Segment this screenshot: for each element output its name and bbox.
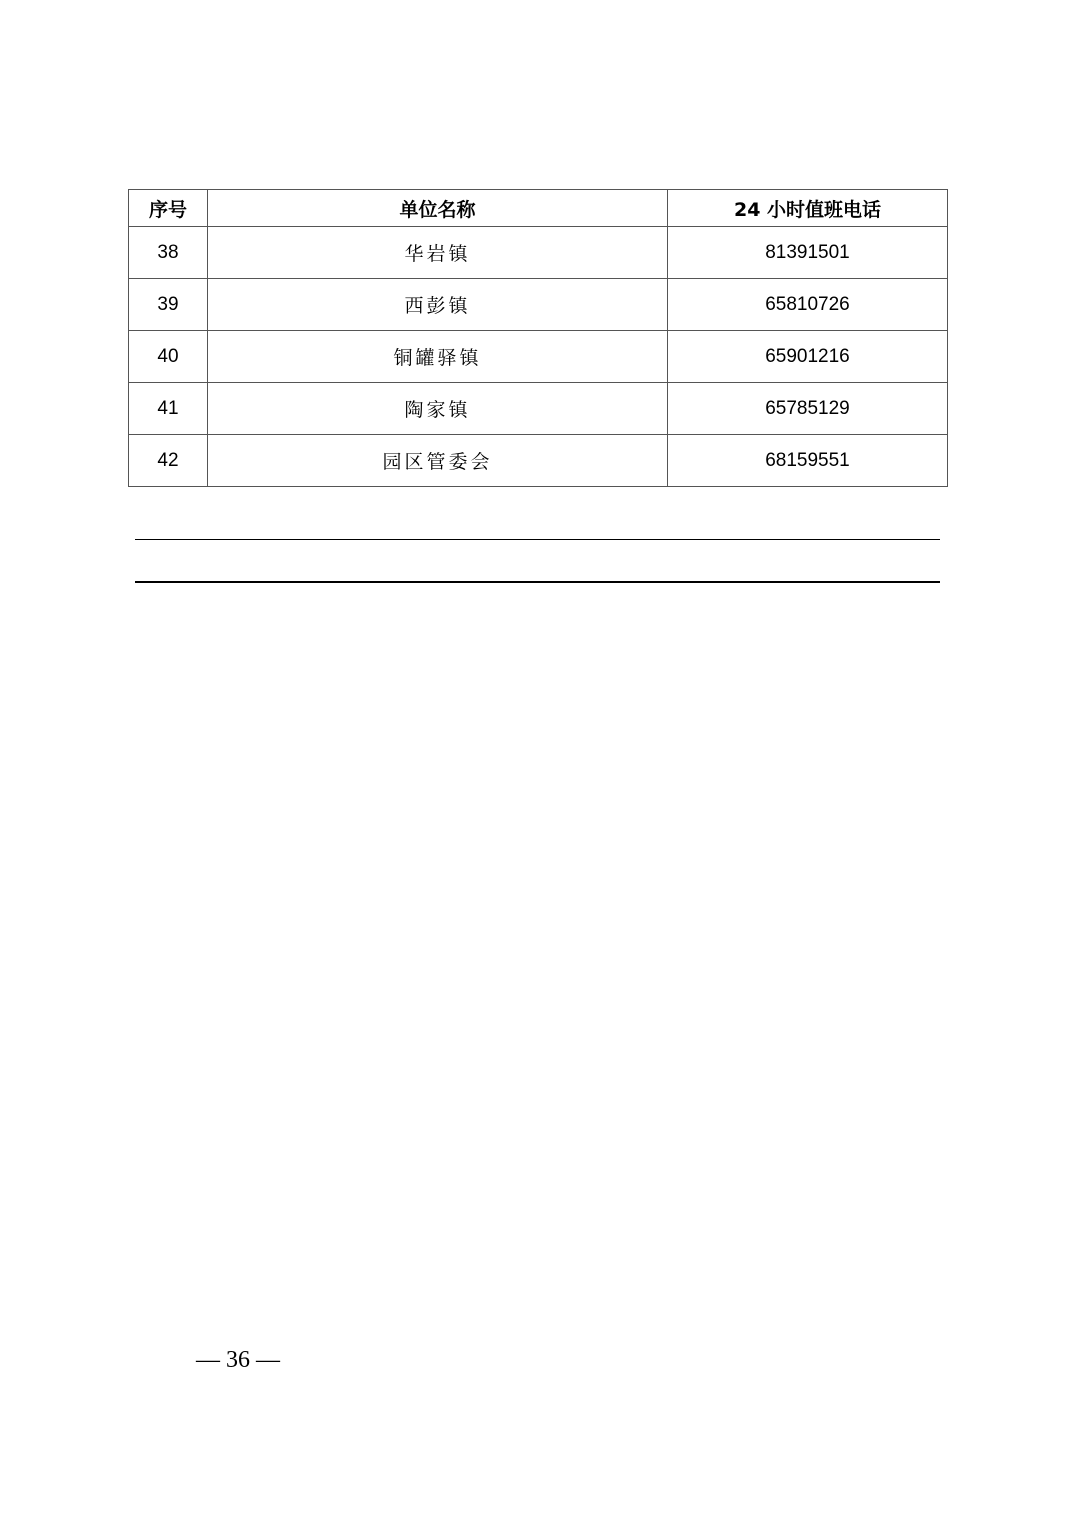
row-duty-phone: 68159551 xyxy=(668,435,948,487)
row-unit-name: 陶家镇 xyxy=(208,383,668,435)
page-number: — 36 — xyxy=(196,1347,280,1373)
table-row xyxy=(129,279,948,331)
table-row xyxy=(129,383,948,435)
row-duty-phone: 65901216 xyxy=(668,331,948,383)
row-index: 41 xyxy=(129,383,208,435)
row-index: 39 xyxy=(129,279,208,331)
header-index: 序号 xyxy=(129,190,208,227)
table-row xyxy=(129,227,948,279)
row-index: 40 xyxy=(129,331,208,383)
row-index: 42 xyxy=(129,435,208,487)
header-unit-name: 单位名称 xyxy=(208,190,668,227)
row-index: 38 xyxy=(129,227,208,279)
row-duty-phone: 81391501 xyxy=(668,227,948,279)
row-duty-phone: 65785129 xyxy=(668,383,948,435)
row-unit-name: 园区管委会 xyxy=(208,435,668,487)
header-duty-phone: 24 小时值班电话 xyxy=(668,190,948,227)
divider-line-top xyxy=(135,539,940,540)
table-row xyxy=(129,331,948,383)
divider-line-bottom xyxy=(135,581,940,583)
table-row xyxy=(129,435,948,487)
row-duty-phone: 65810726 xyxy=(668,279,948,331)
row-unit-name: 西彭镇 xyxy=(208,279,668,331)
row-unit-name: 铜罐驿镇 xyxy=(208,331,668,383)
duty-phone-table xyxy=(128,189,948,487)
row-unit-name: 华岩镇 xyxy=(208,227,668,279)
table-header-row xyxy=(129,190,948,227)
